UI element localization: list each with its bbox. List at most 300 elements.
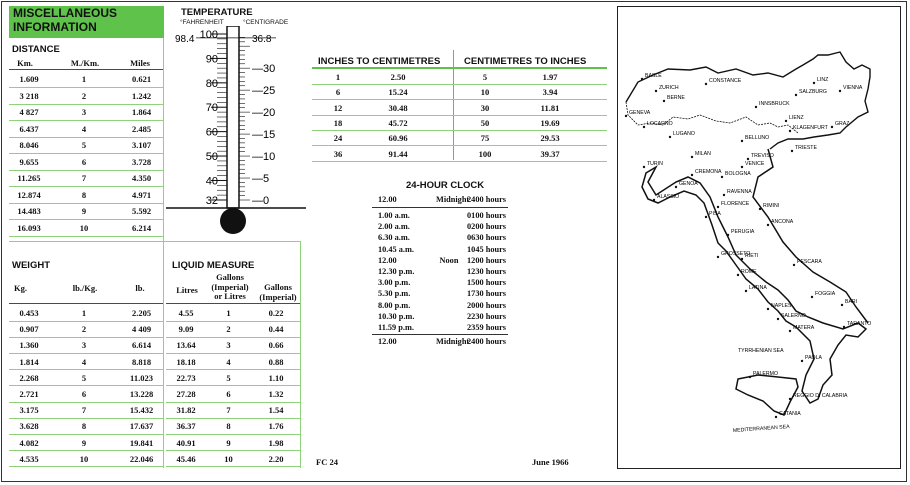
table-cell: 6 [81, 389, 87, 400]
clock-cell: 1200 hours [467, 255, 506, 265]
city-label: ZURICH [659, 85, 679, 91]
city-dot [767, 224, 769, 226]
conversion-cell: 5 [482, 72, 488, 82]
table-row [166, 370, 301, 386]
fahrenheit-tick: 60 [205, 126, 218, 139]
conversion-cell: 2.50 [390, 72, 406, 82]
table-cell: 27.28 [176, 389, 196, 400]
clock-cell: 5.30 p.m. [378, 289, 411, 299]
table-cell: 3 [81, 340, 87, 351]
table-row [9, 370, 164, 386]
fahrenheit-tick: 90 [205, 53, 218, 66]
table-cell: 6 [226, 389, 231, 400]
city-label: REGGIO DI CALABRIA [793, 393, 848, 399]
city-dot [717, 256, 719, 258]
table-cell: 9.655 [19, 156, 39, 167]
city-dot [727, 234, 729, 236]
table-row [9, 187, 164, 204]
city-label: INNSBRUCK [759, 101, 790, 107]
city-dot [625, 115, 627, 117]
city-dot [767, 308, 769, 310]
weight-col-lb: lb. [135, 283, 145, 293]
sea-label-tyrrhenian: TYRRHENIAN SEA [738, 348, 784, 354]
table-row [9, 337, 164, 353]
table-cell: 1.609 [19, 74, 39, 84]
city-label: SALZBURG [799, 89, 827, 95]
city-dot [643, 166, 645, 168]
table-cell: 1.360 [19, 340, 39, 351]
thermometer-bulb [220, 208, 246, 234]
city-label: KLAGENFURT [793, 125, 828, 131]
clock-cell: 12.00 [378, 337, 397, 346]
clock-cell: Noon [439, 255, 459, 265]
city-label: GROSSETO [721, 251, 751, 257]
table-cell: 3 [81, 107, 87, 118]
table-cell: 1.54 [268, 405, 284, 416]
city-label: PALERMO [753, 371, 778, 377]
conversion-cell: 39.37 [540, 148, 560, 159]
liquid-table [166, 305, 301, 467]
conversion-cell: 24 [333, 133, 343, 144]
city-dot [653, 199, 655, 201]
city-label: LOCARNO [647, 121, 673, 127]
fahrenheit-tick: 70 [205, 102, 218, 115]
city-label: BOLOGNA [725, 171, 751, 177]
city-dot [655, 90, 657, 92]
table-cell: 4.971 [131, 189, 152, 200]
city-dot [811, 296, 813, 298]
table-cell: 6.214 [131, 222, 152, 233]
table-cell: 6 [81, 156, 87, 167]
table-cell: 5 [81, 140, 87, 151]
table-cell: 4 827 [19, 107, 39, 118]
table-cell: 15.432 [129, 405, 154, 416]
table-cell: 9 [81, 437, 87, 448]
table-row [9, 354, 164, 370]
table-cell: 10 [224, 453, 233, 464]
table-cell: 7 [81, 173, 87, 184]
table-cell: 11.023 [130, 372, 153, 383]
table-cell: 9.09 [178, 324, 194, 335]
city-dot [795, 94, 797, 96]
centigrade-tick: —10 [252, 151, 276, 164]
table-cell: 4 409 [131, 324, 152, 335]
weight-header: WEIGHT [12, 260, 50, 271]
city-label: TURIN [647, 161, 663, 167]
table-row [166, 402, 301, 418]
table-row [9, 305, 164, 321]
conversion-cell: 3.94 [542, 87, 558, 98]
centigrade-label: °CENTIGRADE [243, 19, 289, 26]
conversion-cell: 60.96 [388, 133, 408, 144]
table-cell: 17.637 [129, 421, 154, 432]
fahrenheit-tick: 50 [205, 151, 218, 164]
table-cell: 3 [226, 340, 231, 351]
table-cell: 0.88 [268, 356, 284, 367]
clock-cell: 3.00 p.m. [378, 278, 411, 288]
centigrade-tick: —0 [252, 195, 270, 207]
table-cell: 2 [226, 324, 231, 335]
conversion-cell: 1 [335, 72, 341, 82]
city-dot [843, 326, 845, 328]
city-dot [749, 376, 751, 378]
table-cell: 4 [226, 356, 231, 367]
table-row [9, 104, 164, 121]
city-dot [741, 166, 743, 168]
city-label: TARANTO [847, 321, 872, 327]
table-cell: 5.592 [131, 206, 152, 217]
inches-to-cm-header: INCHES TO CENTIMETRES [318, 56, 441, 67]
table-cell: 2.721 [19, 389, 39, 400]
conversion-cell: 19.69 [540, 117, 560, 128]
city-dot [801, 360, 803, 362]
table-cell: 8 [81, 421, 87, 432]
table-row [9, 137, 164, 154]
table-cell: 9 [226, 437, 231, 448]
table-cell: 3.107 [131, 140, 152, 151]
conversion-cell: 18 [333, 117, 343, 128]
clock-cell: Midnight [436, 195, 470, 204]
title-line-1: MISCELLANEOUS [13, 6, 118, 20]
table-cell: 0.44 [268, 324, 284, 335]
table-cell: 1.242 [131, 90, 152, 101]
conversion-cell: 75 [480, 133, 490, 144]
city-dot [793, 264, 795, 266]
conversion-cell: 100 [478, 148, 492, 159]
fahrenheit-label: °FAHRENHEIT [180, 19, 224, 26]
table-cell: 10 [79, 222, 89, 233]
table-cell: 18.18 [176, 356, 196, 367]
table-row [9, 121, 164, 138]
table-row [9, 402, 164, 418]
table-cell: 8.818 [131, 356, 152, 367]
clock-cell: 2400 hours [467, 337, 506, 346]
city-dot [791, 150, 793, 152]
table-row [166, 451, 301, 467]
conversion-cell: 15.24 [388, 87, 408, 98]
conversion-cell: 12 [333, 102, 343, 113]
city-dot [721, 176, 723, 178]
centigrade-tick: —25 [252, 85, 276, 98]
city-label: ANCONA [771, 219, 794, 225]
conversion-cell: 91.44 [388, 148, 408, 159]
city-label: RAVENNA [727, 189, 752, 195]
conversion-cell: 36 [333, 148, 343, 159]
city-label: RIETI [745, 253, 759, 259]
table-cell: 2.205 [131, 307, 152, 318]
city-dot [745, 290, 747, 292]
table-cell: 36.37 [176, 421, 196, 432]
table-cell: 2.268 [19, 372, 39, 383]
city-dot [737, 274, 739, 276]
city-label: CREMONA [695, 169, 722, 175]
city-dot [789, 330, 791, 332]
table-cell: 1.76 [268, 421, 284, 432]
city-label: LIENZ [789, 115, 804, 121]
table-cell: 11.265 [17, 173, 41, 184]
table-cell: 14.483 [17, 206, 41, 217]
city-dot [663, 100, 665, 102]
clock-cell: 12.00 [378, 255, 397, 265]
city-dot [785, 120, 787, 122]
table-cell: 3.175 [19, 405, 39, 416]
city-dot [641, 78, 643, 80]
table-row [166, 337, 301, 353]
city-dot [775, 416, 777, 418]
table-cell: 4.082 [19, 437, 39, 448]
sea-label-mediterranean: MEDITERRANEAN SEA [732, 424, 790, 434]
footer-date: June 1966 [532, 457, 569, 467]
city-dot [755, 106, 757, 108]
table-cell: 7 [81, 405, 87, 416]
city-dot [831, 126, 833, 128]
table-cell: 1 [81, 307, 87, 318]
table-cell: 8 [226, 421, 231, 432]
table-row [166, 305, 301, 321]
liquid-header: LIQUID MEASURE [172, 260, 255, 271]
conversion-cell: 30 [480, 102, 490, 113]
table-cell: 3.628 [19, 421, 39, 432]
city-label: CATANIA [779, 411, 801, 417]
city-label: VIENNA [843, 85, 863, 91]
table-cell: 5 [81, 372, 87, 383]
liquid-col-gallons-or-litres: Gallons (Imperial) or Litres [211, 272, 249, 301]
table-cell: 13.64 [176, 340, 196, 351]
clock-cell: 2400 hours [467, 195, 506, 204]
table-row [9, 154, 164, 171]
clock-cell: 2.00 a.m. [378, 222, 410, 232]
table-row [166, 354, 301, 370]
temperature-header: TEMPERATURE [181, 7, 253, 18]
conversion-cell: 30.48 [388, 102, 408, 113]
city-dot [669, 136, 671, 138]
table-row [9, 203, 164, 220]
weight-col-kg: Kg. [14, 283, 27, 293]
conversion-cell: 50 [480, 117, 490, 128]
table-row [9, 71, 164, 88]
table-cell: 22.046 [129, 453, 154, 464]
table-cell: 31.82 [176, 405, 196, 416]
city-dot [643, 126, 645, 128]
city-dot [705, 83, 707, 85]
centigrade-tick: —5 [252, 173, 270, 186]
city-label: GENOA [679, 181, 698, 187]
table-cell: 4 [81, 123, 87, 134]
table-cell: 40.91 [176, 437, 196, 448]
table-row [166, 386, 301, 402]
city-dot [789, 398, 791, 400]
table-cell: 12.874 [17, 189, 41, 200]
clock-cell: Midnight [436, 337, 470, 346]
clock-cell: 1045 hours [467, 244, 506, 254]
city-label: ROME [741, 269, 757, 275]
city-label: PAOLA [805, 355, 822, 361]
clock-cell: 2000 hours [467, 300, 506, 310]
city-label: MATERA [793, 325, 815, 331]
table-cell: 19.841 [129, 437, 154, 448]
liquid-col-gallons: Gallons (Imperial) [259, 282, 297, 302]
city-dot [741, 258, 743, 260]
city-label: VENICE [745, 161, 765, 167]
clock-cell: 1230 hours [467, 267, 506, 276]
city-label: LATINA [749, 285, 767, 291]
table-cell: 1 [81, 74, 87, 84]
city-label: GENEVA [629, 110, 651, 116]
table-row [9, 435, 164, 451]
city-dot [789, 130, 791, 132]
table-cell: 1.32 [268, 389, 284, 400]
cm-to-inches-header: CENTIMETRES TO INCHES [464, 56, 587, 67]
clock-cell: 12.00 [378, 195, 397, 204]
clock-cell: 10.30 p.m. [378, 311, 415, 321]
table-cell: 4.535 [19, 453, 39, 464]
city-label: SALERNO [781, 313, 806, 319]
table-cell: 45.46 [176, 453, 196, 464]
table-cell: 16.093 [17, 222, 41, 233]
city-dot [691, 174, 693, 176]
city-dot [777, 318, 779, 320]
city-label: LINZ [817, 77, 829, 83]
table-row [9, 220, 164, 237]
table-cell: 0.907 [19, 324, 39, 335]
city-dot [675, 186, 677, 188]
fahrenheit-tick: 100 [199, 29, 218, 41]
conversion-cell: 29.53 [540, 133, 560, 144]
fahrenheit-tick: 32 [205, 195, 218, 207]
city-dot [841, 304, 843, 306]
fahrenheit-tick: 80 [205, 77, 218, 90]
city-label: BARI [845, 299, 858, 305]
distance-col-km: Km. [17, 58, 33, 68]
table-cell: 1.864 [131, 107, 152, 118]
city-label: MILAN [695, 151, 711, 157]
title-box [9, 6, 164, 38]
table-cell: 4.55 [178, 307, 194, 318]
distance-col-mkm: M./Km. [70, 58, 100, 68]
city-label: CONSTANCE [709, 78, 742, 84]
city-label: BASLE [645, 73, 662, 79]
table-cell: 10 [79, 453, 89, 464]
table-cell: 4.350 [131, 173, 152, 184]
conversion-cell: 1.97 [542, 72, 558, 82]
city-dot [839, 90, 841, 92]
clock-cell: 11.59 p.m. [378, 323, 414, 332]
table-cell: 5 [226, 372, 231, 383]
table-cell: 2 [81, 90, 87, 101]
table-row [9, 451, 164, 467]
conversion-cell: 11.81 [540, 102, 560, 113]
city-label: PERUGIA [731, 229, 755, 235]
title-line-2: INFORMATION [13, 20, 97, 34]
table-cell: 6.614 [131, 340, 152, 351]
city-dot [717, 206, 719, 208]
footer-code: FC 24 [316, 457, 338, 467]
centigrade-tick: —20 [252, 107, 276, 120]
fahrenheit-tick: 40 [205, 175, 218, 188]
city-dot [705, 216, 707, 218]
table-cell: 1.814 [19, 356, 39, 367]
clock-cell: 12.30 p.m. [378, 267, 415, 276]
table-row [9, 170, 164, 187]
table-row [9, 321, 164, 337]
table-cell: 2 [81, 324, 87, 335]
centigrade-tick: —15 [252, 129, 276, 142]
clock-cell: 8.00 p.m. [378, 300, 411, 310]
centigrade-tick: —30 [252, 63, 276, 76]
city-label: TREVISO [751, 153, 774, 159]
table-cell: 13.228 [129, 389, 154, 400]
clock-cell: 2230 hours [467, 311, 506, 321]
table-cell: 6.437 [19, 123, 39, 134]
table-cell: 22.73 [176, 372, 196, 383]
clock-cell: 1.00 a.m. [378, 211, 410, 220]
city-label: TRIESTE [795, 145, 817, 151]
city-label: ALASSIO [657, 194, 680, 200]
table-cell: 0.66 [268, 340, 284, 351]
table-cell: 3 218 [19, 90, 39, 101]
conversion-cell: 10 [480, 87, 490, 98]
city-label: BERNE [667, 95, 685, 101]
clock-cell: 0100 hours [467, 211, 506, 220]
table-cell: 0.22 [268, 307, 284, 318]
table-cell: 7 [226, 405, 231, 416]
table-cell: 9 [81, 206, 87, 217]
body-temp-c: 36.8 [252, 33, 272, 45]
city-label: LUGANO [673, 131, 695, 137]
city-dot [691, 156, 693, 158]
city-label: PISA [709, 211, 721, 217]
liquid-col-litres: Litres [176, 285, 198, 295]
distance-col-miles: Miles [130, 58, 150, 68]
thermometer [166, 26, 306, 241]
table-cell: 8 [81, 189, 87, 200]
table-row [166, 435, 301, 451]
table-row [9, 386, 164, 402]
city-dot [747, 158, 749, 160]
city-label: GRAZ [835, 121, 850, 127]
weight-col-lbkg: lb./Kg. [72, 283, 98, 293]
table-cell: 2.20 [268, 453, 284, 464]
city-dot [759, 208, 761, 210]
clock-cell: 1730 hours [467, 289, 506, 299]
table-cell: 4 [81, 356, 87, 367]
city-label: FOGGIA [815, 291, 836, 297]
conversion-cell: 45.72 [388, 117, 408, 128]
city-label: RIMINI [763, 203, 780, 209]
table-cell: 1.10 [268, 372, 284, 383]
city-label: FLORENCE [721, 201, 750, 207]
table-cell: 8.046 [19, 140, 39, 151]
table-cell: 0.621 [131, 74, 152, 84]
table-cell: 1.98 [268, 437, 284, 448]
city-label: NAPLES [771, 303, 792, 309]
table-cell: 2.485 [131, 123, 152, 134]
city-dot [741, 140, 743, 142]
clock-cell: 0200 hours [467, 222, 506, 232]
clock-cell: 1500 hours [467, 278, 506, 288]
table-cell: 3.728 [131, 156, 152, 167]
table-cell: 1 [226, 307, 231, 318]
table-row [9, 88, 164, 105]
city-dot [723, 194, 725, 196]
city-dot [813, 82, 815, 84]
table-cell: 0.453 [19, 307, 39, 318]
clock-header: 24-HOUR CLOCK [406, 180, 485, 191]
conversion-cell: 6 [335, 87, 341, 98]
italy-map [617, 6, 901, 469]
distance-header: DISTANCE [12, 44, 60, 55]
body-temp-f: 98.4 [175, 33, 195, 45]
